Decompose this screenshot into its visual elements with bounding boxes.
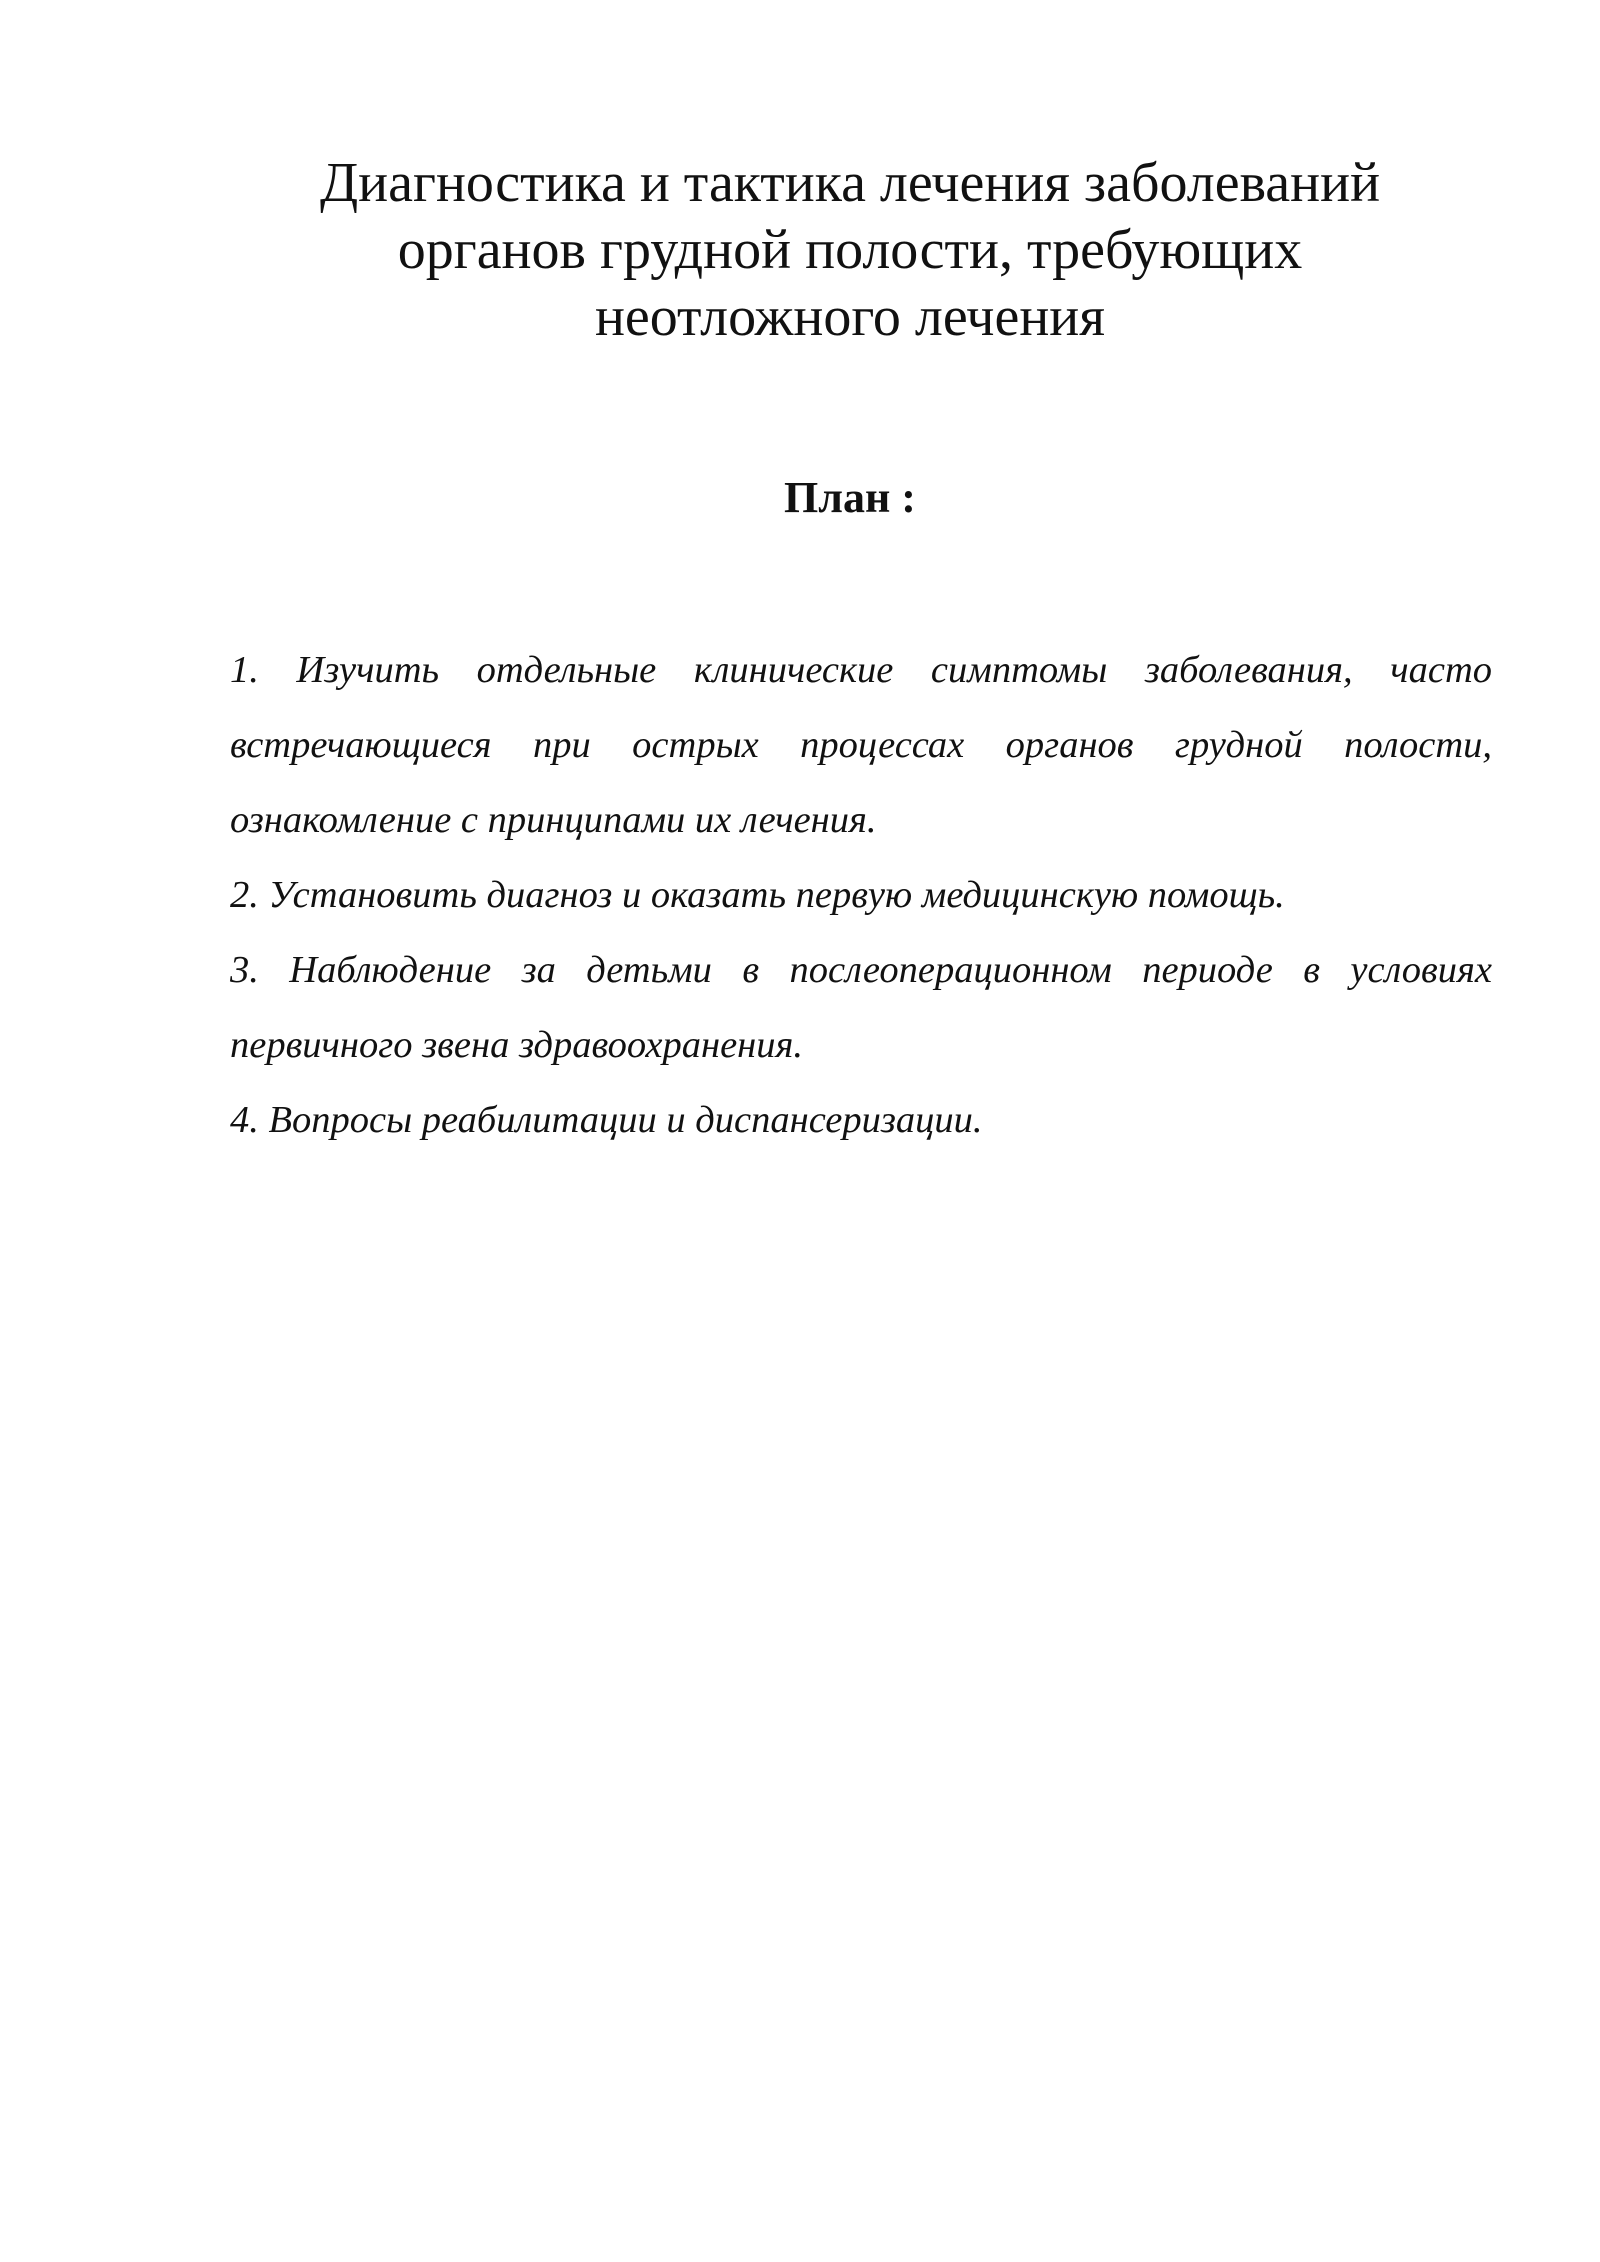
plan-item: 3. Наблюдение за детьми в послеоперационном периоде в условиях первичного звена здравоохранения. [230, 949, 1492, 1066]
plan-item: 1. Изучить отдельные клинические симптомы заболевания, часто встречающиеся при острых процессах органов грудной полости, ознакомление с принципами их лечения. [230, 649, 1492, 841]
plan-heading: План : [784, 473, 916, 522]
plan-list [230, 633, 1492, 1158]
plan-item: 4. Вопросы реабилитации и диспансеризации. [230, 1099, 983, 1141]
plan-item: 2. Установить диагноз и оказать первую медицинскую помощь. [230, 874, 1285, 916]
title-line: органов грудной полости, требующих [397, 219, 1303, 281]
title-line: Диагностика и тактика лечения заболеваний [319, 152, 1381, 214]
title-line: неотложного лечения [594, 286, 1106, 348]
document-title [230, 150, 1470, 351]
